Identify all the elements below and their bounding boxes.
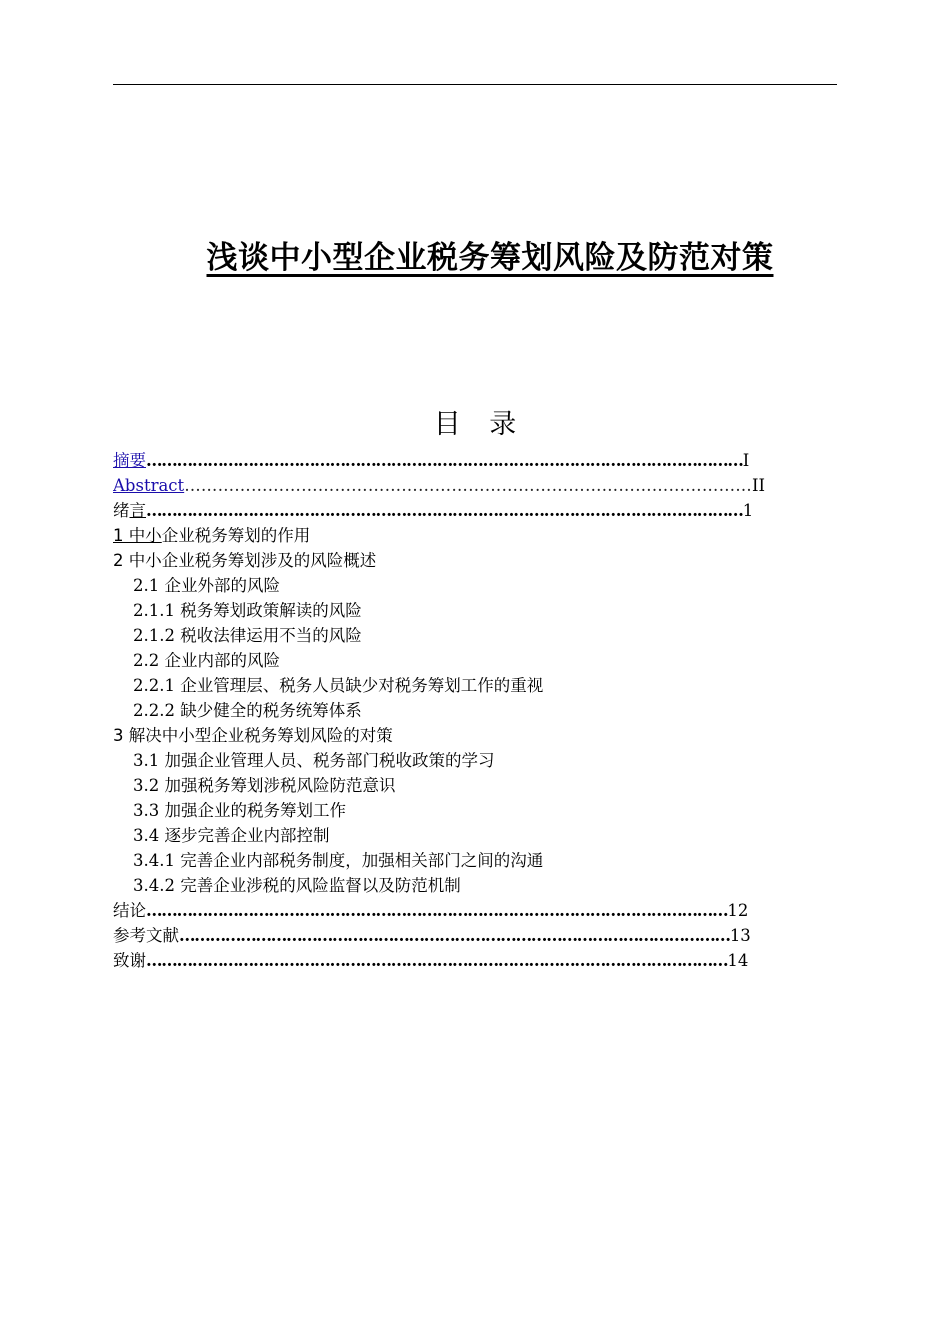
toc-label: 2.2.1 企业管理层、税务人员缺少对税务筹划工作的重视 — [133, 676, 544, 695]
toc-page-number: II — [752, 476, 766, 495]
toc-entry-2-1-2[interactable] — [113, 623, 837, 648]
header-rule — [113, 84, 837, 85]
toc-label: 3.4.2 完善企业涉税的风险监督以及防范机制 — [133, 876, 461, 895]
toc-label: 2.2.2 缺少健全的税务统筹体系 — [133, 701, 362, 720]
toc-entry-2-2[interactable] — [113, 648, 837, 673]
toc-leader-dots: ……………………………………………………………………………………………………… — [146, 451, 743, 470]
toc-label: 参考文献 — [113, 926, 179, 945]
table-of-contents — [113, 448, 837, 973]
toc-entry-abstract-en[interactable] — [113, 473, 837, 498]
toc-page-number: I — [742, 451, 750, 470]
toc-entry-thanks[interactable] — [113, 948, 837, 973]
toc-page-number: 14 — [727, 951, 749, 970]
toc-label: 致谢 — [113, 951, 146, 970]
toc-label: 结论 — [113, 901, 146, 920]
toc-leader-dots: ……………………………………………………………………………………………… — [179, 926, 730, 945]
toc-entry-conclusion[interactable] — [113, 898, 837, 923]
toc-label: 2.2 企业内部的风险 — [133, 651, 280, 670]
toc-label: 3.4 逐步完善企业内部控制 — [133, 826, 330, 845]
toc-leader-dots: ……………………………………………………………………………………………………… — [146, 501, 743, 520]
toc-page-number: 13 — [729, 926, 751, 945]
toc-leader-dots: …………………………………………………………………………………………………… — [146, 951, 728, 970]
toc-label: 2 中小企业税务筹划涉及的风险概述 — [113, 551, 377, 570]
toc-entry-2-2-2[interactable] — [113, 698, 837, 723]
toc-label-intro-a: 绪 — [113, 501, 130, 520]
toc-link-abstract-en[interactable]: Abstract — [113, 476, 185, 495]
toc-heading: 目 录 — [433, 409, 527, 440]
toc-entry-chapter-3[interactable] — [113, 723, 837, 748]
toc-label: 3.2 加强税务筹划涉税风险防范意识 — [133, 776, 396, 795]
toc-entry-3-4[interactable] — [113, 823, 837, 848]
toc-entry-3-1[interactable] — [113, 748, 837, 773]
toc-entry-3-2[interactable] — [113, 773, 837, 798]
toc-page-number: 12 — [727, 901, 749, 920]
toc-link-abstract-cn[interactable]: 摘要 — [113, 451, 146, 470]
toc-entry-chapter-2[interactable] — [113, 548, 837, 573]
toc-entry-2-1[interactable] — [113, 573, 837, 598]
toc-leader-dots: ………………………………………………………………………………………… — [184, 476, 752, 495]
toc-leader-dots: …………………………………………………………………………………………………… — [146, 901, 728, 920]
toc-label: 3.1 加强企业管理人员、税务部门税收政策的学习 — [133, 751, 495, 770]
toc-entry-2-1-1[interactable] — [113, 598, 837, 623]
toc-label: 2.1.2 税收法律运用不当的风险 — [133, 626, 362, 645]
toc-entry-references[interactable] — [113, 923, 837, 948]
toc-label: 2.1 企业外部的风险 — [133, 576, 280, 595]
toc-label-ch1-a: 1 中小 — [113, 526, 162, 545]
toc-label: 3 解决中小型企业税务筹划风险的对策 — [113, 726, 393, 745]
toc-label-ch1-b: 企业税务筹划的作用 — [161, 526, 311, 545]
toc-entry-chapter-1[interactable] — [113, 523, 837, 548]
toc-entry-intro[interactable] — [113, 498, 837, 523]
toc-entry-3-4-2[interactable] — [113, 873, 837, 898]
toc-label: 2.1.1 税务筹划政策解读的风险 — [133, 601, 362, 620]
toc-entry-3-3[interactable] — [113, 798, 837, 823]
toc-label: 3.3 加强企业的税务筹划工作 — [133, 801, 346, 820]
toc-page-number: 1 — [742, 501, 754, 520]
toc-entry-2-2-1[interactable] — [113, 673, 837, 698]
toc-entry-3-4-1[interactable] — [113, 848, 837, 873]
toc-label: 3.4.1 完善企业内部税务制度，加强相关部门之间的沟通 — [133, 851, 544, 870]
document-title: 浅谈中小型企业税务筹划风险及防范对策 — [206, 240, 774, 276]
toc-entry-abstract-cn[interactable] — [113, 448, 837, 473]
toc-label-intro-b: 言 — [129, 501, 146, 520]
